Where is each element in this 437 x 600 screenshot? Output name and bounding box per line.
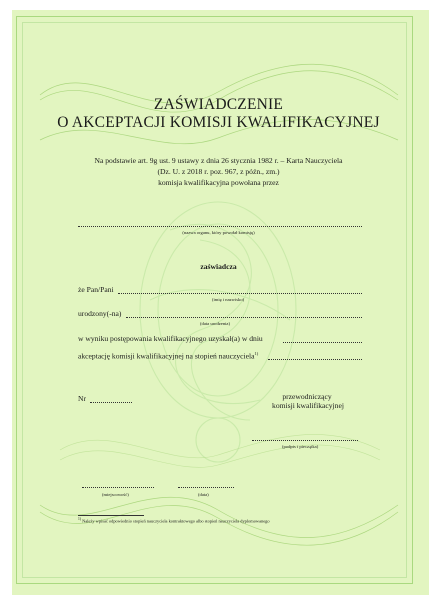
- date-line: [178, 487, 234, 488]
- footnote-separator: [78, 515, 144, 516]
- place-line: [82, 487, 154, 488]
- name-field-line: [118, 293, 362, 294]
- footnote-text: Należy wpisać odpowiednio stopień nauczyciela kontraktowego albo stopień nauczyciela dyplomowanego: [82, 518, 270, 524]
- certificate-title: ZAŚWIADCZENIE: [153, 96, 284, 113]
- chair-title-line-2: komisji kwalifikacyjnej: [272, 401, 344, 410]
- date-caption: (data): [198, 492, 209, 497]
- place-caption: (miejscowość): [102, 492, 129, 497]
- teacher-degree-label: akceptację komisji kwalifikacyjnej na stopień nauczyciela$^{1)}$: [78, 351, 259, 361]
- footnote-number: 1): [78, 517, 82, 521]
- certifies-heading: zaświadcza: [200, 262, 237, 271]
- name-field-caption: (imię i nazwisko): [212, 297, 245, 302]
- number-label: Nr: [78, 394, 87, 403]
- birth-date-line: [126, 317, 362, 318]
- legal-basis-line-3: komisja kwalifikacyjna powołana przez: [158, 178, 279, 187]
- footnote: [78, 517, 270, 523]
- chair-title-line-1: przewodniczący: [282, 392, 332, 401]
- number-line: [90, 402, 132, 403]
- teacher-degree-line: [268, 359, 362, 360]
- signature-caption: (podpis i pieczątka): [282, 444, 319, 449]
- organ-name-caption: (nazwa organu, który powołał komisję): [182, 230, 255, 235]
- legal-basis-line-2: (Dz. U. z 2018 r. poz. 967, z późn., zm.): [157, 167, 280, 176]
- name-field-label: że Pan/Pani: [78, 285, 114, 294]
- birth-date-caption: (data urodzenia): [200, 321, 230, 326]
- footnote-marker: 1): [254, 351, 259, 356]
- signature-line: [252, 440, 358, 441]
- result-date-line: [283, 342, 362, 343]
- organ-name-line: [78, 226, 362, 227]
- birth-date-label: urodzony(-na): [78, 309, 122, 318]
- result-date-label: w wyniku postępowania kwalifikacyjnego uzyskał(a) w dniu: [78, 334, 263, 343]
- legal-basis-line-1: Na podstawie art. 9g ust. 9 ustawy z dnia 26 stycznia 1982 r. – Karta Nauczyciela: [94, 156, 343, 165]
- certificate-subtitle: O AKCEPTACJI KOMISJI KWALIFIKACYJNEJ: [57, 114, 380, 131]
